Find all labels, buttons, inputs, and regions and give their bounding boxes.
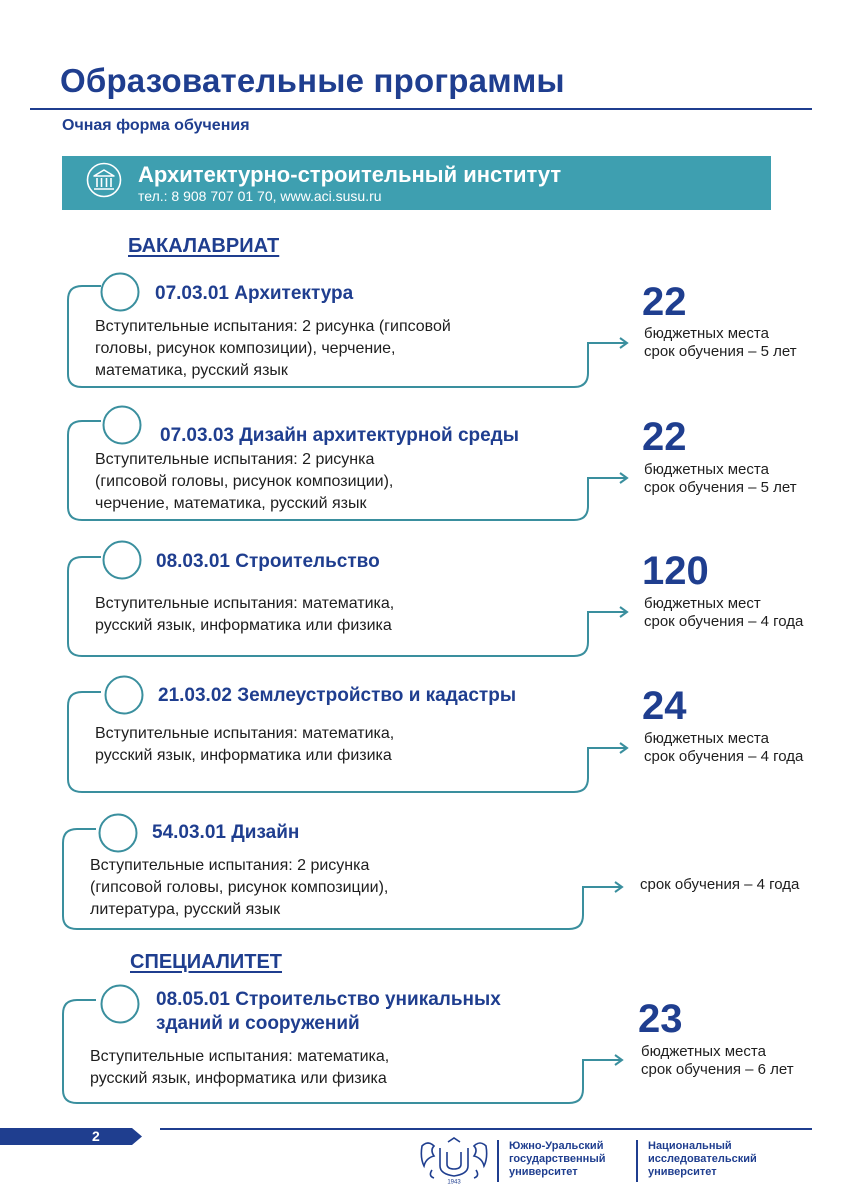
program-title: 07.03.03 Дизайн архитектурной среды [160,425,519,446]
program-exams: Вступительные испытания: 2 рисунка (гипсовой головы, рисунок композиции), литература, русский язык [90,857,389,918]
program-meta: бюджетных места срок обучения – 5 лет [644,461,797,496]
program-meta: бюджетных мест срок обучения – 4 года [644,595,804,630]
program-title: 54.03.01 Дизайн [152,822,300,843]
susu-emblem-icon [418,1136,490,1184]
budget-seats-count: 22 [642,415,687,459]
logo-year: 1943 [447,1179,461,1184]
page-title: Образовательные программы [60,62,565,99]
program-exams: Вступительные испытания: 2 рисунка (гипсовой головы, рисунок композиции), черчение, математика, русский язык [95,318,451,379]
footer-divider [160,1128,812,1130]
budget-seats-count: 22 [642,280,687,324]
program-title: 07.03.01 Архитектура [155,283,354,304]
university-name: Южно-Уральский государственный университет [509,1140,606,1178]
program-title: 08.03.01 Строительство [156,551,380,572]
footer-separator [497,1140,499,1182]
page-number: 2 [92,1128,100,1144]
program-title: 08.05.01 Строительство уникальных зданий и сооружений [156,989,501,1034]
university-status: Национальный исследовательский университет [648,1140,757,1178]
program-meta: бюджетных места срок обучения – 5 лет [644,325,797,360]
program-duration: срок обучения – 4 года [640,876,800,893]
budget-seats-count: 120 [642,549,709,593]
program-exams: Вступительные испытания: математика, русский язык, информатика или физика [95,595,395,634]
section-specialist: СПЕЦИАЛИТЕТ [130,951,283,973]
institute-name: Архитектурно-строительный институт [138,162,562,187]
program-title: 21.03.02 Землеустройство и кадастры [158,685,517,706]
institute-contact[interactable]: тел.: 8 908 707 01 70, www.aci.susu.ru [138,188,382,204]
program-exams: Вступительные испытания: 2 рисунка (гипсовой головы, рисунок композиции), черчение, математика, русский язык [95,451,394,512]
budget-seats-count: 23 [638,997,683,1041]
page-number-tab [0,1128,142,1145]
page-subtitle: Очная форма обучения [62,117,250,134]
budget-seats-count: 24 [642,684,687,728]
section-bachelor: БАКАЛАВРИАТ [128,235,280,257]
program-exams: Вступительные испытания: математика, русский язык, информатика или физика [95,725,395,764]
program-meta: бюджетных места срок обучения – 4 года [644,730,804,765]
program-exams: Вступительные испытания: математика, русский язык, информатика или физика [90,1048,390,1087]
footer-separator [636,1140,638,1182]
program-meta: бюджетных места срок обучения – 6 лет [641,1043,794,1078]
